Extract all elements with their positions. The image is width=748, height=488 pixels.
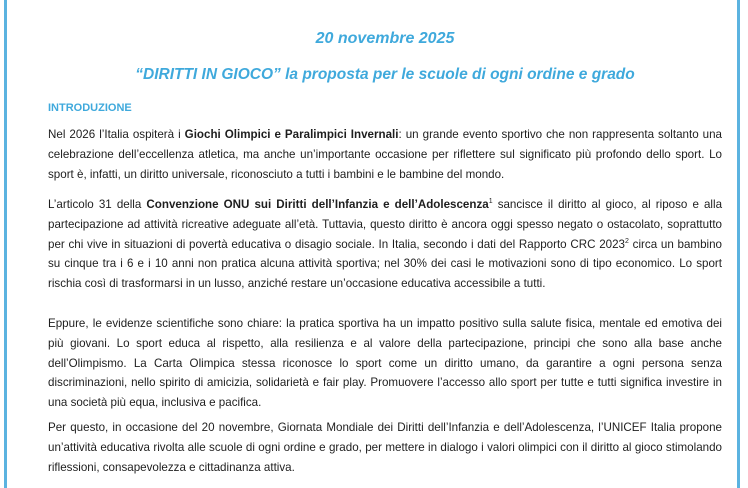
text-run: L’articolo 31 della	[48, 198, 147, 211]
text-run: Eppure, le evidenze scientifiche sono chiare: la pratica sportiva ha un impatto positivo sulla salute fisica, mentale ed emotiva dei più giovani. Lo sport educa al rispetto, alla resilienza e al valore della partecipazione, principi che sono alla base anche dell’Olimpismo. La Carta Olimpica stessa riconosce lo sport come un diritto umano, da garantire a ogni persona senza discriminazioni, nello spirito di amicizia, solidarietà e fair play. Promuovere l’accesso allo sport per tutte e tutti significa investire in una società più equa, inclusiva e pacifica.	[48, 317, 722, 410]
document-title: “DIRITTI IN GIOCO” la proposta per le scuole di ogni ordine e grado	[135, 66, 635, 83]
page-border-left	[4, 0, 7, 488]
paragraph	[48, 195, 722, 294]
paragraph	[48, 314, 722, 413]
bold-text: Convenzione ONU sui Diritti dell’Infanzia e dell’Adolescenza	[146, 198, 489, 211]
paragraph	[48, 418, 722, 477]
text-run: : un grande evento sportivo che non rappresenta soltanto una celebrazione dell’eccellenza atletica, ma anche un’importante occasione per riflettere sul significato più profondo dello sport. Lo sport è, infatti, un diritto universale, riconosciuto a tutti i bambini e le bambine del mondo.	[48, 128, 722, 181]
paragraph	[48, 125, 722, 184]
text-run: Nel 2026 l’Italia ospiterà i	[48, 128, 185, 141]
text-run: circa un bambino su cinque tra i 6 e i 10 anni non pratica alcuna attività sportiva; nel 30% dei casi le motivazioni sono di tipo economico. Lo sport rischia così di trasformarsi in un lusso, anziché restare un’occasione educativa accessibile a tutti.	[48, 237, 722, 291]
document-date: 20 novembre 2025	[315, 30, 455, 47]
footnote-ref[interactable]: 1	[488, 198, 493, 206]
bold-text: Giochi Olimpici e Paralimpici Invernali	[184, 128, 399, 141]
text-run: sancisce il diritto al gioco, al riposo e alla partecipazione ad attività ricreative adeguate all’età. Tuttavia, questo diritto è ancora oggi spesso negato o ostacolato, soprattutto per chi vive in situazioni di povertà educativa o disagio sociale. In Italia, secondo i dati del Rapporto CRC 2023	[48, 198, 723, 251]
text-run: Per questo, in occasione del 20 novembre, Giornata Mondiale dei Diritti dell’Infanzia e dell’Adolescenza, l’UNICEF Italia propone un’attività educativa rivolta alle scuole di ogni ordine e grado, per mettere in dialogo i valori olimpici con il diritto al gioco stimolando riflessioni, consapevolezza e cittadinanza attiva.	[48, 421, 722, 474]
page-border-right	[737, 0, 740, 488]
footnote-ref[interactable]: 2	[625, 237, 629, 245]
section-heading: INTRODUZIONE	[48, 102, 132, 114]
